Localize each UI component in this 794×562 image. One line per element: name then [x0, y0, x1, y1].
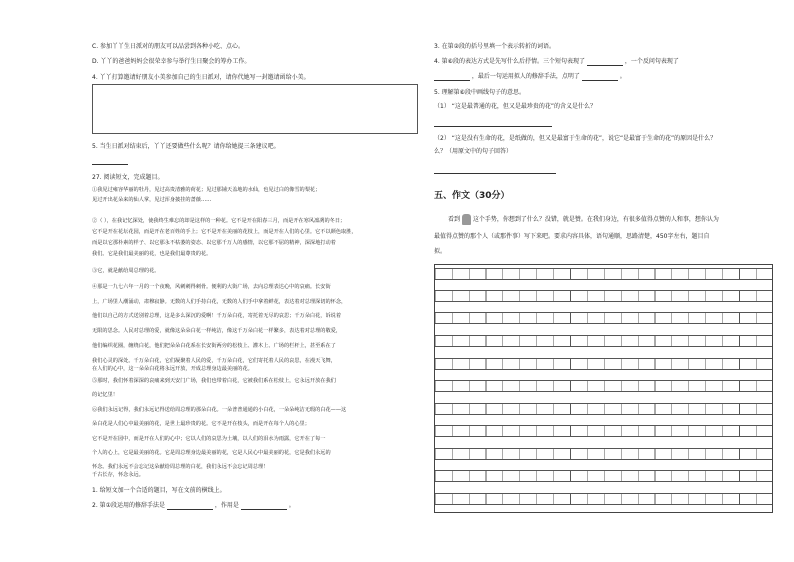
para-2-line-3: 而是以它那朴素的样子、以它那永不枯萎的姿态、以它那千万人的感情，以它那不屈的精神，深深地打动着 — [92, 240, 336, 246]
para-5-line-2: 的记忆里！ — [92, 392, 118, 398]
question-5-sub-2: （2） “这是没有生命的花，是纸做的，但又是最富于生命的花”，说它“是最富于生命的花”的原因是什么？ — [434, 135, 717, 142]
para-4-line-6: 我们心灵的深处。千万朵白花，它们凝聚着人民的爱，千万朵白花，它们寄托着人民的哀思，在漫天飞舞， — [92, 358, 336, 364]
question-5-sub-1: （1） “这是最普通的花，但又是最珍贵的花”的含义是什么？ — [434, 103, 596, 110]
option-c: C. 参加丫丫生日派对的朋友可以品尝到各种小吃、点心。 — [92, 43, 245, 50]
grid-row[interactable] — [435, 358, 772, 370]
para-4-line-7: 在人们的心中，这一朵朵白花将永远开放，开成总理身边最美丽的花。 — [92, 366, 253, 372]
para-1-line-2: 见过开出花朵来的仙人掌，见过浑身披挂的蔷薇…… — [92, 197, 212, 203]
invitation-answer-box[interactable] — [92, 84, 418, 134]
essay-prompt-line-2: 最值得点赞的那个人（或那件事）写下来吧。要求内容具体，语句通顺，思路清楚，450字左右，题目自 — [434, 233, 710, 240]
grid-row[interactable] — [435, 380, 772, 392]
grid-row[interactable] — [435, 403, 772, 415]
grid-row[interactable] — [435, 335, 772, 347]
para-4-line-5: 他们编织花圈，缠绕白花，他们把朵朵白花系在长安街两旁的松枝上、灌木上、广场的栏杆上，甚至系在了 — [92, 343, 336, 349]
grid-row[interactable] — [435, 470, 772, 482]
option-d: D. 丫丫的爸爸妈妈会很荣幸参与举行生日聚会的筹办工作。 — [92, 58, 251, 65]
question-5-right: 5. 理解第⑥段中画线句子的意思。 — [434, 89, 526, 96]
para-3: ③它，就是献给周总理的花。 — [92, 268, 160, 274]
question-2-purpose: ，作用是 — [214, 502, 239, 509]
essay-prompt-line-1: 看到 这个手势，你想到了什么？没错，就是赞。在我们身边，有很多值得点赞的人和事，想你认为 — [448, 216, 719, 223]
purpose-answer-line[interactable] — [241, 509, 287, 510]
answer-line[interactable] — [92, 164, 128, 165]
para-6-line-3: 它不是开在园中，而是开在人们的心中；它以人们的哀思为土壤，以人们的泪水为雨露，它开在了每一 — [92, 436, 326, 442]
answer-blank-2[interactable] — [434, 80, 470, 81]
answer-line-5-1[interactable] — [434, 126, 552, 127]
para-6-line-1: ⑥我们永远记得，我们永远记得送给周总理的那朵白花。一朵普普通通的小白花，一朵朵纯洁无瑕的白花——这 — [92, 407, 347, 413]
question-4-right-line-2: ，最后一句运用拟人的修辞手法，点明了 。 — [434, 73, 626, 81]
grid-row[interactable] — [435, 268, 772, 280]
para-6-line-5: 怀念。我们永远不会忘记这朵献给周总理的白花，我们永远不会忘记周总理！ — [92, 464, 269, 470]
para-6-line-6: 千古长存，怀念永远。 — [92, 472, 144, 478]
question-4-right: 4. 第⑥段的表达方式是先写什么后抒情。三个短句表现了 ，一个反问句表现了 — [434, 58, 679, 65]
para-1-line-1: ①我见过雍容华丽的牡丹，见过高贵清雅的荷花；见过那铺天盖地的水仙，也见过白的像雪的梨花； — [92, 187, 321, 193]
para-4-line-2: 上，广场里人潮涌动，肃穆寂静。无数的人们手持白花，无数的人们手中拿着鲜花，表达着对总理深切的怀念， — [92, 299, 347, 305]
question-2: 2. 第①段运用的修辞手法是 ，作用是 。 — [92, 502, 295, 509]
question-4: 4. 丫丫打算邀请好朋友小美参加自己的生日派对，请你代她写一封邀请函给小美。 — [92, 74, 310, 81]
answer-blank-3[interactable] — [582, 80, 618, 81]
question-3: 3. 在第②段的括号里填一个表示转折的词语。 — [434, 43, 556, 50]
para-2-line-1: ②（ ），在我记忆深处，使我终生难忘的却是这样的一种花。它不是开在阳春三月，而是开在寒风凛冽的冬日； — [92, 218, 346, 224]
grid-row[interactable] — [435, 312, 772, 324]
para-4-line-1: ④那是一九七六年一月的一个夜晚，风刺刺得刺骨。便利的大街广场，去向总理表达心中的哀痛。长安街 — [92, 284, 331, 290]
question-5-sub-2-cont: 么？（用原文中的句子回答） — [434, 148, 513, 155]
para-6-line-2: 朵白花是人们心中最美丽的花，是世上最珍贵的花。它不是开在枝头，而是开在每个人的心里； — [92, 421, 310, 427]
composition-grid[interactable] — [434, 264, 773, 513]
question-2-label: 2. 第①段运用的修辞手法是 — [92, 502, 166, 509]
grid-row[interactable] — [435, 493, 772, 505]
section-5-heading: 五、作文（30分） — [434, 191, 510, 201]
question-1: 1. 给短文加一个合适的题目，写在文前的横线上。 — [92, 487, 226, 494]
answer-blank-1[interactable] — [587, 65, 623, 66]
grid-row[interactable] — [435, 448, 772, 460]
para-5-line-1: ⑤那时，我们怀着深深的哀痛来到天安门广场，我们也带着白花，它被我们系在松枝上，它永远开放在我们 — [92, 378, 336, 384]
para-6-line-4: 个人的心上，它是最美丽的花。它是周总理身边最美丽的花，它是人民心中最美丽的花，它是我们永远的 — [92, 450, 331, 456]
question-5: 5. 当生日派对结束后，丫丫还要做些什么呢？请你给她提三条建议吧。 — [92, 143, 280, 150]
grid-row[interactable] — [435, 290, 772, 302]
rhetoric-answer-line[interactable] — [167, 509, 213, 510]
answer-line-5-2[interactable] — [434, 173, 556, 174]
section-27-heading: 27. 阅读短文，完成题目。 — [92, 174, 164, 181]
grid-row[interactable] — [435, 425, 772, 437]
essay-prompt-line-3: 拟。 — [434, 248, 447, 255]
thumbs-up-icon — [462, 214, 471, 225]
para-2-line-2: 它不是开在花坛花园，而是开在老百姓的手上；它不是开在美丽的花枝上，而是开在人们的心里。它不以颜色取胜， — [92, 229, 357, 235]
para-4-line-3: 他们以自己的方式送别着总理，这是多么深沉的爱啊！千万朵白花，寄托着无尽的哀思；千万朵白花，诉说着 — [92, 313, 342, 319]
para-4-line-4: 无限的思念。人民对总理的爱，就像这朵朵白花一样纯洁，像这千万朵白花一样繁多，表达着对总理的敬爱， — [92, 328, 342, 334]
para-2-line-4: 我们。它是我们最美丽的花，也是我们最尊贵的花。 — [92, 251, 212, 257]
